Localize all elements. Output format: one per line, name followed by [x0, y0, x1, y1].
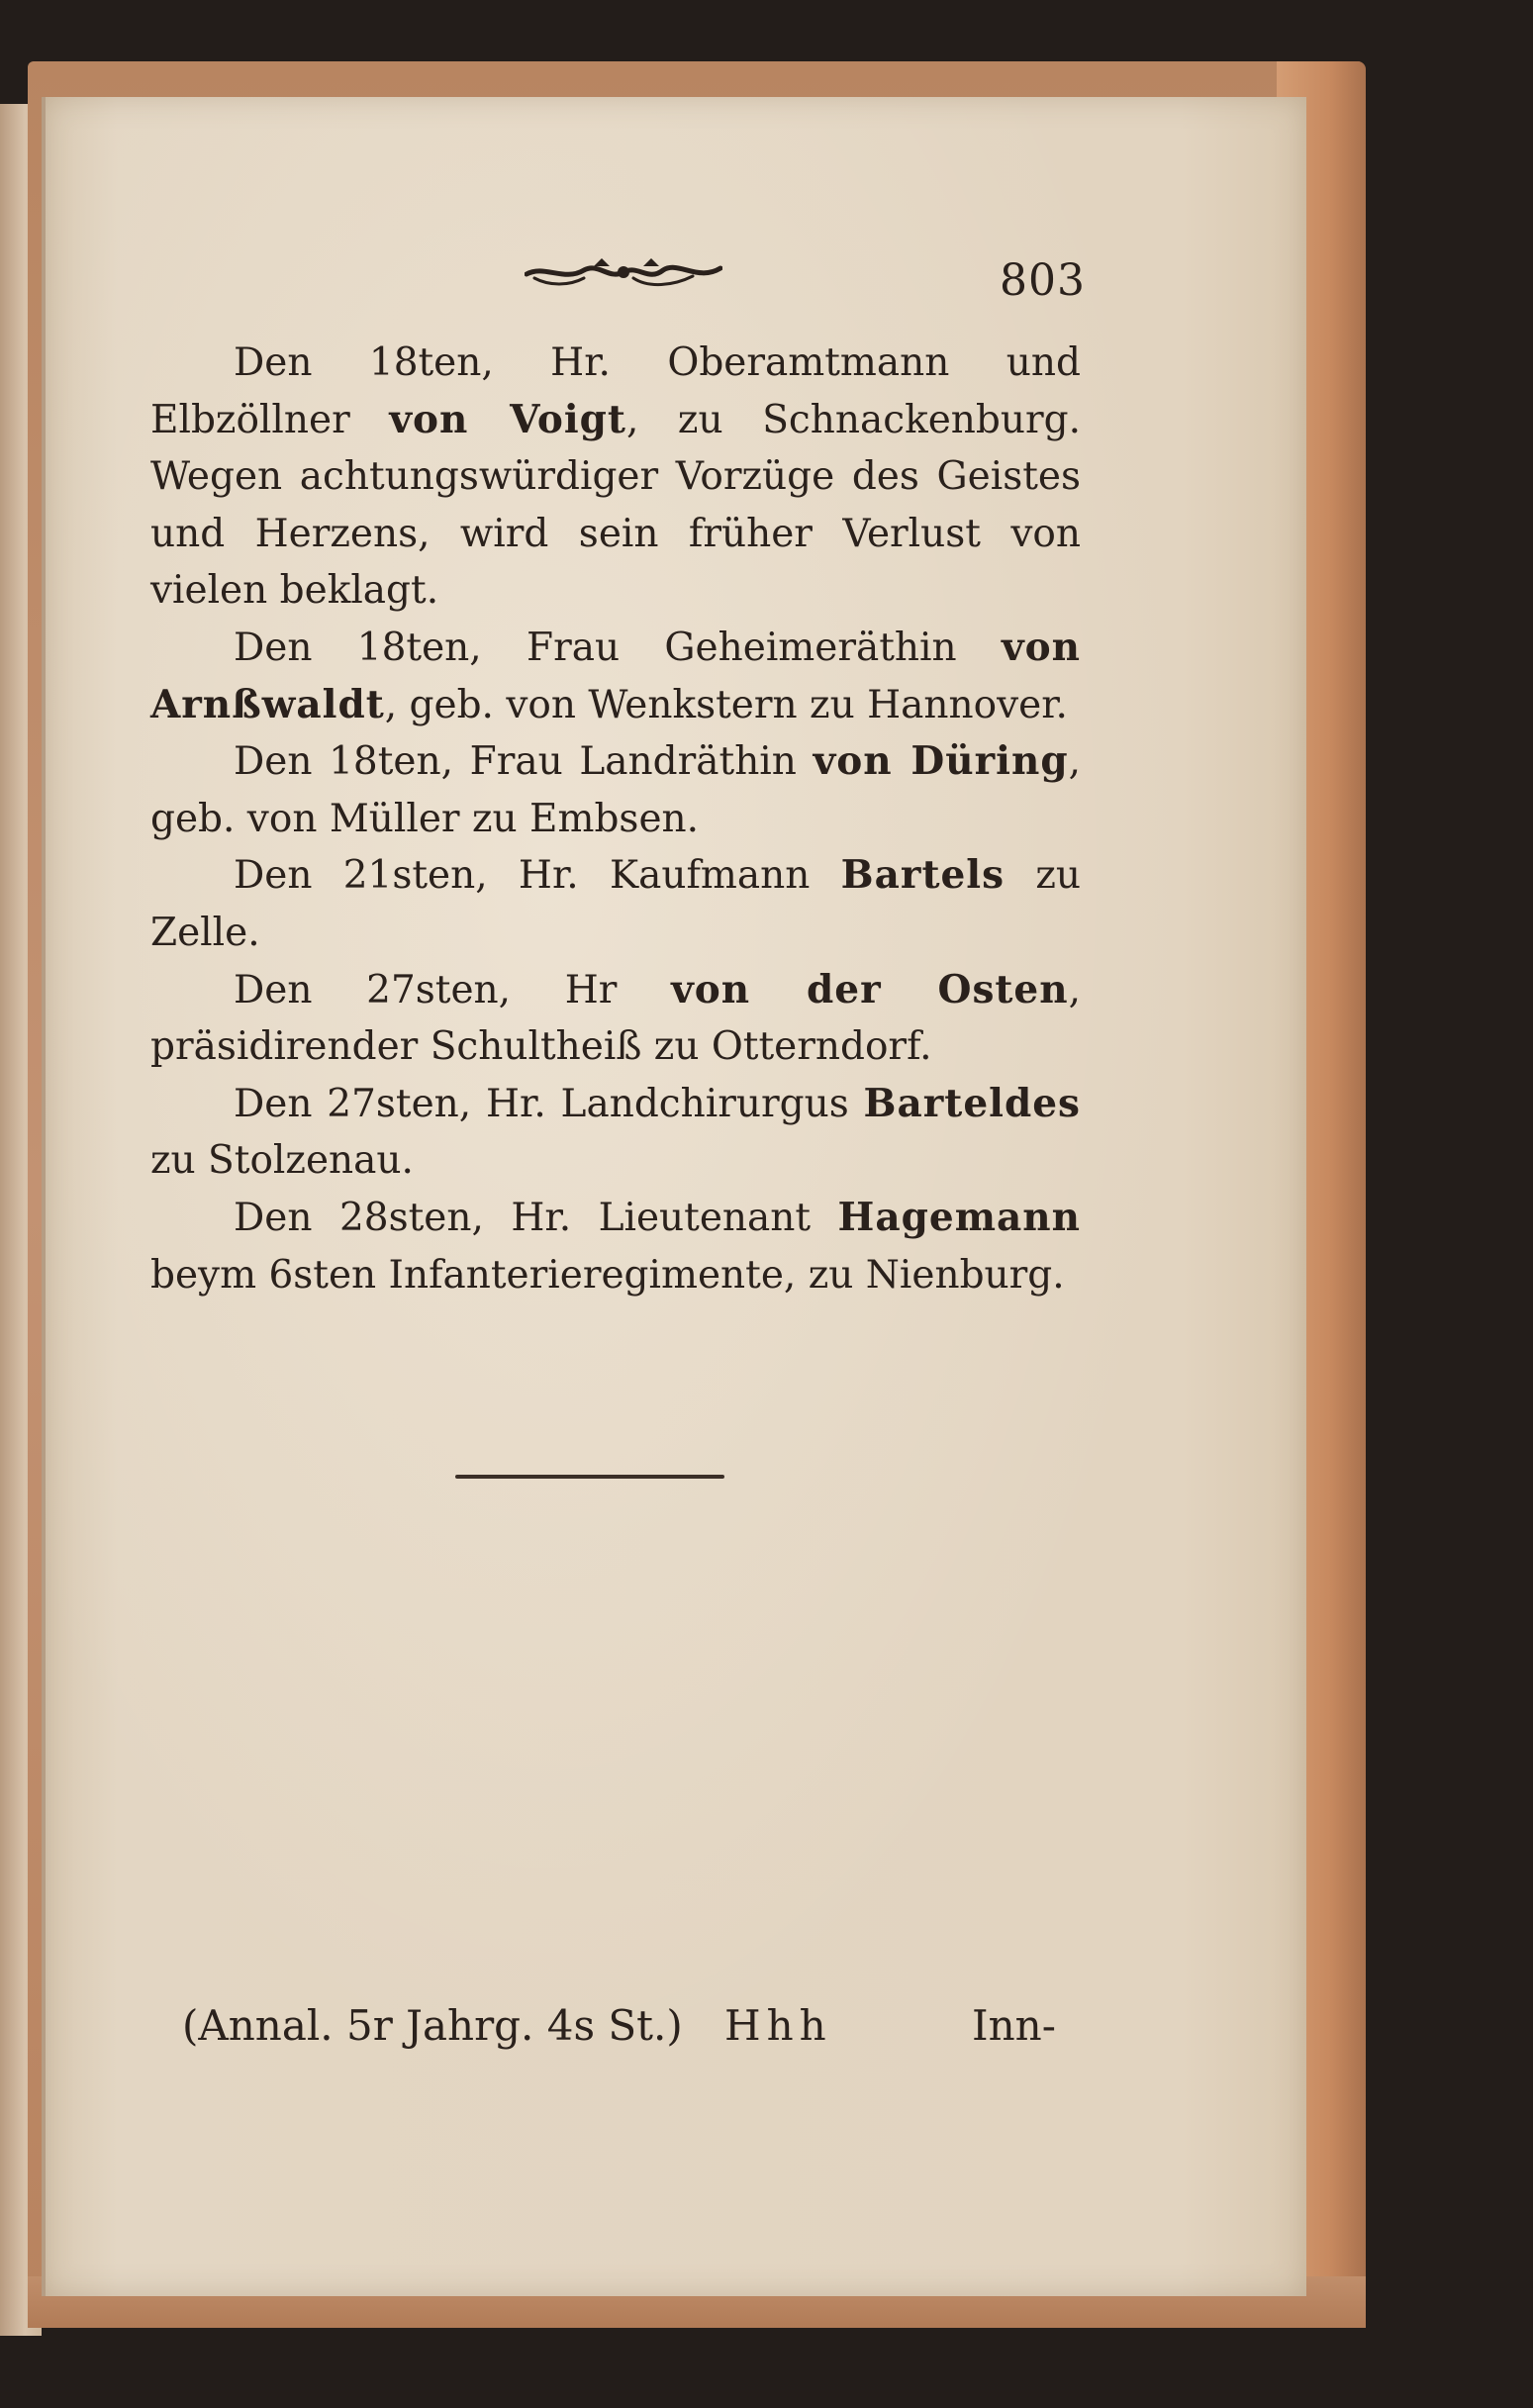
entry-text: Den 18ten, Frau Geheimeräthin — [234, 625, 1002, 670]
obituary-entries — [150, 335, 1081, 1303]
entry-text: Den 18ten, Frau Landräthin — [234, 739, 814, 785]
obituary-entry — [150, 1190, 1081, 1303]
obituary-entry — [150, 1076, 1081, 1190]
person-name: von Düring — [813, 738, 1069, 785]
signature-mark: Hhh — [724, 2001, 832, 2050]
entry-text: Den 27sten, Hr — [234, 967, 672, 1012]
vignette-ornament-icon — [525, 252, 722, 292]
footer-source-line: (Annal. 5r Jahrg. 4s St.) — [182, 2001, 683, 2050]
entry-text: , geb. von Müller zu Embsen. — [150, 739, 1081, 841]
person-name: von der Osten — [671, 966, 1069, 1012]
entry-text: , geb. von Wenkstern zu Hannover. — [384, 682, 1068, 727]
page-number: 803 — [1000, 255, 1086, 306]
section-divider-rule — [455, 1475, 724, 1479]
page-gutter — [42, 97, 46, 2296]
obituary-entry — [150, 620, 1081, 733]
entry-text: Den 21sten, Hr. Kaufmann — [234, 853, 841, 899]
entry-text: zu Zelle. — [150, 853, 1082, 955]
person-name: von Voigt — [389, 396, 626, 442]
obituary-entry — [150, 733, 1081, 847]
entry-text: Den 28sten, Hr. Lieutenant — [234, 1195, 838, 1240]
entry-text: , zu Schnackenburg. Wegen achtungswürdiger Vorzüge des Geistes und Herzens, wird sein früher Verlust von vielen beklagt. — [150, 397, 1081, 614]
person-name: Hagemann — [837, 1194, 1081, 1240]
entry-text: beym 6sten Infanterieregimente, zu Nienburg. — [150, 1252, 1065, 1298]
obituary-entry — [150, 962, 1081, 1076]
person-name: von Arnßwaldt — [150, 624, 1081, 727]
entry-text: , präsidirender Schultheiß zu Otterndorf. — [150, 967, 1082, 1070]
entry-text: Den 27sten, Hr. Landchirurgus — [234, 1081, 864, 1126]
obituary-entry — [150, 335, 1081, 620]
person-name: Bartels — [840, 852, 1006, 899]
entry-text: Den 18ten, Hr. Oberamtmann und Elbzöllner — [150, 340, 1081, 442]
entry-text: zu Stolzenau. — [150, 1138, 414, 1184]
obituary-entry — [150, 847, 1081, 961]
person-name: Barteldes — [863, 1080, 1081, 1126]
catchword: Inn- — [972, 2001, 1056, 2050]
